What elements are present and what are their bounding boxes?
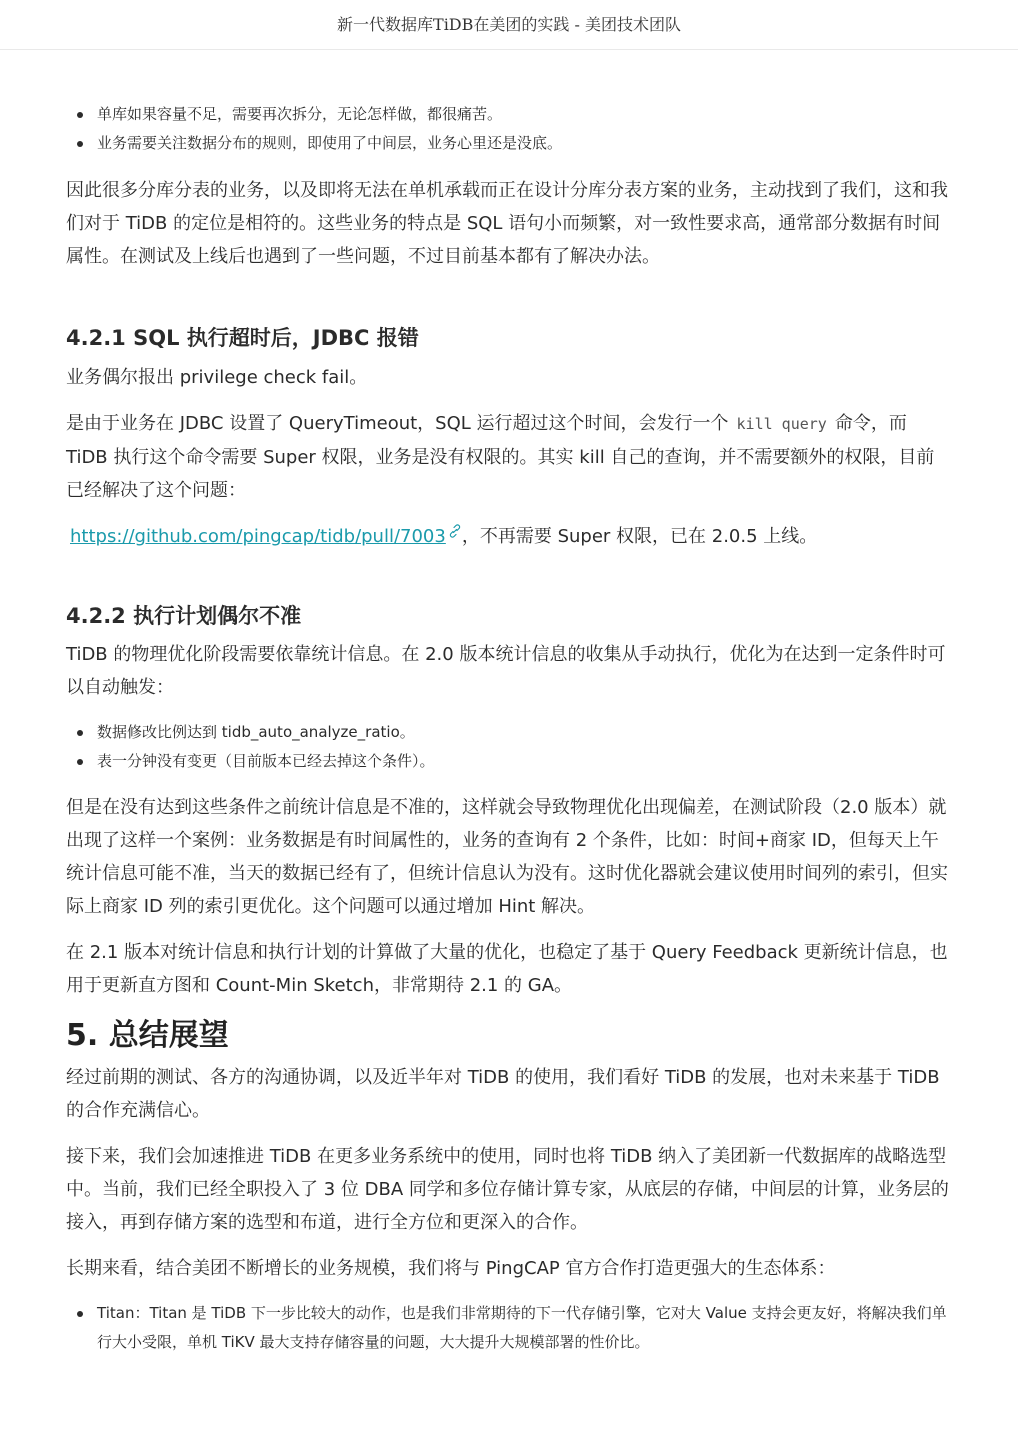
list-item: 数据修改比例达到 tidb_auto_analyze_ratio。 [66,718,952,747]
list-item: 业务需要关注数据分布的规则，即使用了中间层，业务心里还是没底。 [66,129,952,158]
section-4-2-1-para1: 业务偶尔报出 privilege check fail。 [66,367,368,388]
section-5-para1: 经过前期的测试、各方的沟通协调，以及近半年对 TiDB 的使用，我们看好 TiDB 的发展，也对未来基于 TiDB 的合作充满信心。 [66,1067,940,1121]
bullet-dot-icon [77,1311,83,1317]
article-content [66,100,952,1357]
page-header-title: 新一代数据库TiDB在美团的实践 - 美团技术团队 [0,0,1018,50]
section-5-heading: 5. 总结展望 [66,1018,229,1053]
list-item: Titan：Titan 是 TiDB 下一步比较大的动作，也是我们非常期待的下一代存储引擎，它对大 Value 支持会更友好，将解决我们单行大小受限，单机 TiKV 最大支持存储容量的问题，大大提升大规模部署的性价比。 [66,1299,952,1357]
section-5-para3: 长期来看，结合美团不断增长的业务规模，我们将与 PingCAP 官方合作打造更强大的生态体系： [66,1258,836,1279]
section-4-2-1-para2: 是由于业务在 JDBC 设置了 QueryTimeout，SQL 运行超过这个时间，会发行一个 kill query 命令，而 TiDB 执行这个命令需要 Super 权限，业务是没有权限的。其实 kill 自己的查询，并不需要额外的权限，目前已经解决了这个问题： [66,413,935,501]
section-4-2-1-link-para: https://github.com/pingcap/tidb/pull/7003 ，不再需要 Super 权限，已在 2.0.5 上线。 [70,526,818,547]
external-link-icon [448,524,462,538]
section-4-2-2-para3: 在 2.1 版本对统计信息和执行计划的计算做了大量的优化，也稳定了基于 Query Feedback 更新统计信息，也用于更新直方图和 Count-Min Sketch，非常期待 2.1 的 GA。 [66,942,948,996]
section-4-2-1-heading: 4.2.1 SQL 执行超时后，JDBC 报错 [66,326,419,350]
bullet-dot-icon [77,759,83,765]
bullet-dot-icon [77,112,83,118]
stats-trigger-bullet-list [66,718,952,776]
section-4-2-2-para1: TiDB 的物理优化阶段需要依靠统计信息。在 2.0 版本统计信息的收集从手动执行，优化为在达到一定条件时可以自动触发： [66,644,946,698]
outlook-bullet-list [66,1299,952,1357]
list-item: 单库如果容量不足，需要再次拆分，无论怎样做，都很痛苦。 [66,100,952,129]
inline-code-kill-query: kill query [736,415,827,433]
list-item: 表一分钟没有变更（目前版本已经去掉这个条件）。 [66,747,952,776]
intro-bullet-list [66,100,952,158]
section-4-2-2-heading: 4.2.2 执行计划偶尔不准 [66,604,302,628]
github-pr-link[interactable]: https://github.com/pingcap/tidb/pull/7003 [70,526,446,547]
intro-paragraph: 因此很多分库分表的业务，以及即将无法在单机承载而正在设计分库分表方案的业务，主动找到了我们，这和我们对于 TiDB 的定位是相符的。这些业务的特点是 SQL 语句小而频繁，对一致性要求高，通常部分数据有时间属性。在测试及上线后也遇到了一些问题，不过目前基本都有了解决办法。 [66,180,948,267]
bullet-dot-icon [77,730,83,736]
bullet-dot-icon [77,141,83,147]
section-5-para2: 接下来，我们会加速推进 TiDB 在更多业务系统中的使用，同时也将 TiDB 纳入了美团新一代数据库的战略选型中。当前，我们已经全职投入了 3 位 DBA 同学和多位存储计算专家，从底层的存储，中间层的计算，业务层的接入，再到存储方案的选型和布道，进行全方位和更深入的合作。 [66,1146,949,1233]
section-4-2-2-para2: 但是在没有达到这些条件之前统计信息是不准的，这样就会导致物理优化出现偏差，在测试阶段（2.0 版本）就出现了这样一个案例：业务数据是有时间属性的，业务的查询有 2 个条件，比如：时间+商家 ID，但每天上午统计信息可能不准，当天的数据已经有了，但统计信息认为没有。这时优化器就会建议使用时间列的索引，但实际上商家 ID 列的索引更优化。这个问题可以通过增加 Hint 解决。 [66,797,948,917]
